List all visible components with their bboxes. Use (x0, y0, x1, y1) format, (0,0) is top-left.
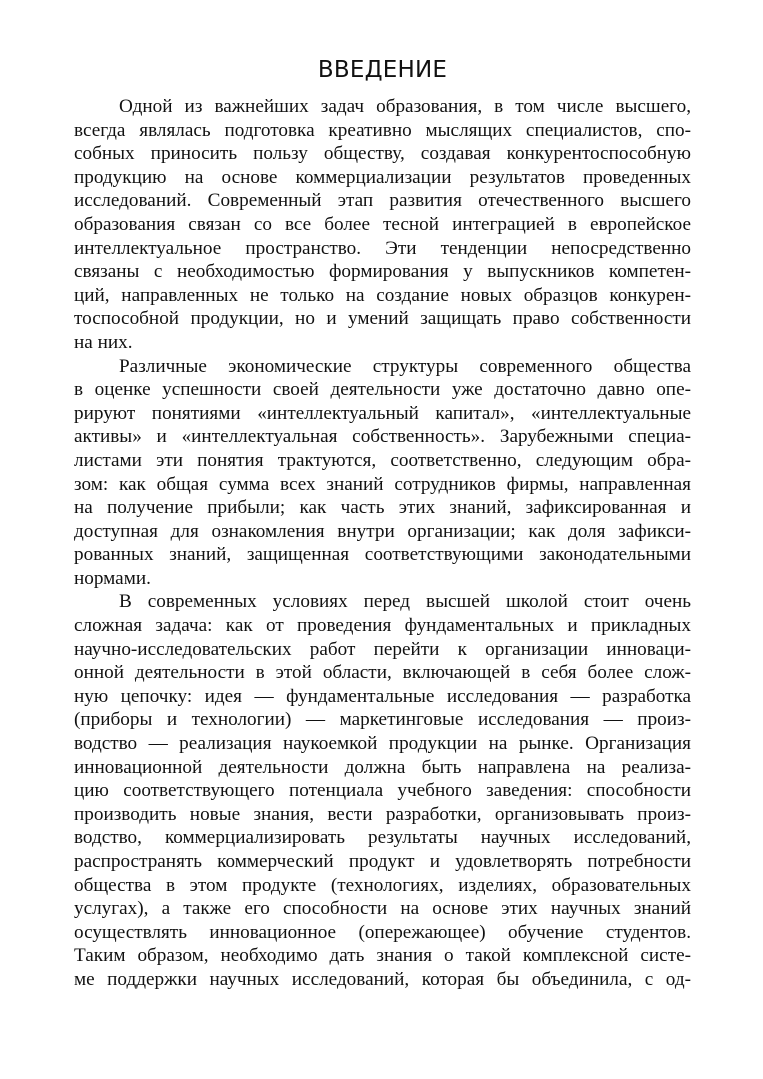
text-line: водство — реализация наукоемкой продукции на рынке. Организация (74, 733, 691, 755)
text-line: ций, направленных не только на создание новых образцов конкурен- (74, 284, 691, 306)
text-line: инновационной деятельности должна быть направлена на реализа- (74, 756, 691, 778)
text-line: на них. (74, 331, 133, 353)
document-page (74, 54, 691, 992)
text-line: исследований. Современный этап развития отечественного высшего (74, 190, 691, 212)
text-line: онной деятельности в этой области, включающей в себя более слож- (74, 662, 691, 684)
text-line: рованных знаний, защищенная соответствующими законодательными (74, 544, 691, 566)
text-line: собных приносить пользу обществу, создавая конкурентоспособную (74, 143, 691, 165)
text-line: осуществлять инновационное (опережающее) обучение студентов. (74, 921, 691, 943)
text-line: на получение прибыли; как часть этих знаний, зафиксированная и (74, 497, 691, 519)
text-line: активы» и «интеллектуальная собственность». Зарубежными специа- (74, 426, 691, 448)
text-line: интеллектуальное пространство. Эти тенденции непосредственно (74, 237, 691, 259)
text-line: листами эти понятия трактуются, соответственно, следующим обра- (74, 449, 691, 471)
text-line: водство, коммерциализировать результаты научных исследований, (74, 827, 691, 849)
text-line: ную цепочку: идея — фундаментальные исследования — разработка (74, 685, 691, 707)
body-text (74, 95, 691, 992)
text-line: нормами. (74, 567, 151, 589)
text-line: тоспособной продукции, но и умений защищать право собственности (74, 308, 691, 330)
paragraph-3 (74, 590, 691, 991)
text-line: образования связан со все более тесной интеграцией в европейское (74, 213, 691, 235)
text-line: ме поддержки научных исследований, которая бы объединила, с од- (74, 968, 691, 990)
text-line: общества в этом продукте (технологиях, изделиях, образовательных (74, 874, 691, 896)
text-line: рируют понятиями «интеллектуальный капитал», «интеллектуальные (74, 402, 691, 424)
text-line: В современных условиях перед высшей школой стоит очень (119, 591, 691, 613)
paragraph-1 (74, 95, 691, 355)
text-line: распространять коммерческий продукт и удовлетворять потребности (74, 851, 691, 872)
paragraph-2 (74, 355, 691, 591)
text-line: связаны с необходимостью формирования у выпускников компетен- (74, 261, 691, 283)
text-line: (приборы и технологии) — маркетинговые исследования — произ- (74, 709, 691, 731)
text-line: Одной из важнейших задач образования, в том числе высшего, (119, 96, 691, 117)
text-line: сложная задача: как от проведения фундаментальных и прикладных (74, 615, 691, 637)
text-line: производить новые знания, вести разработки, организовывать произ- (74, 803, 691, 825)
text-line: Различные экономические структуры современного общества (119, 355, 691, 377)
text-line: в оценке успешности своей деятельности уже достаточно давно опе- (74, 379, 691, 401)
text-line: доступная для ознакомления внутри организации; как доля зафикси- (74, 520, 691, 542)
text-line: зом: как общая сумма всех знаний сотрудников фирмы, направленная (74, 473, 691, 495)
text-line: научно-исследовательских работ перейти к организации инноваци- (74, 638, 691, 660)
text-line: услугах), а также его способности на основе этих научных знаний (74, 898, 691, 920)
text-line: продукцию на основе коммерциализации результатов проведенных (74, 166, 691, 188)
text-line: цию соответствующего потенциала учебного заведения: способности (74, 780, 691, 802)
text-line: Таким образом, необходимо дать знания о такой комплексной систе- (74, 945, 691, 967)
text-line: всегда являлась подготовка креативно мыслящих специалистов, спо- (74, 119, 691, 141)
section-title: ВВЕДЕНИЕ (317, 57, 448, 83)
